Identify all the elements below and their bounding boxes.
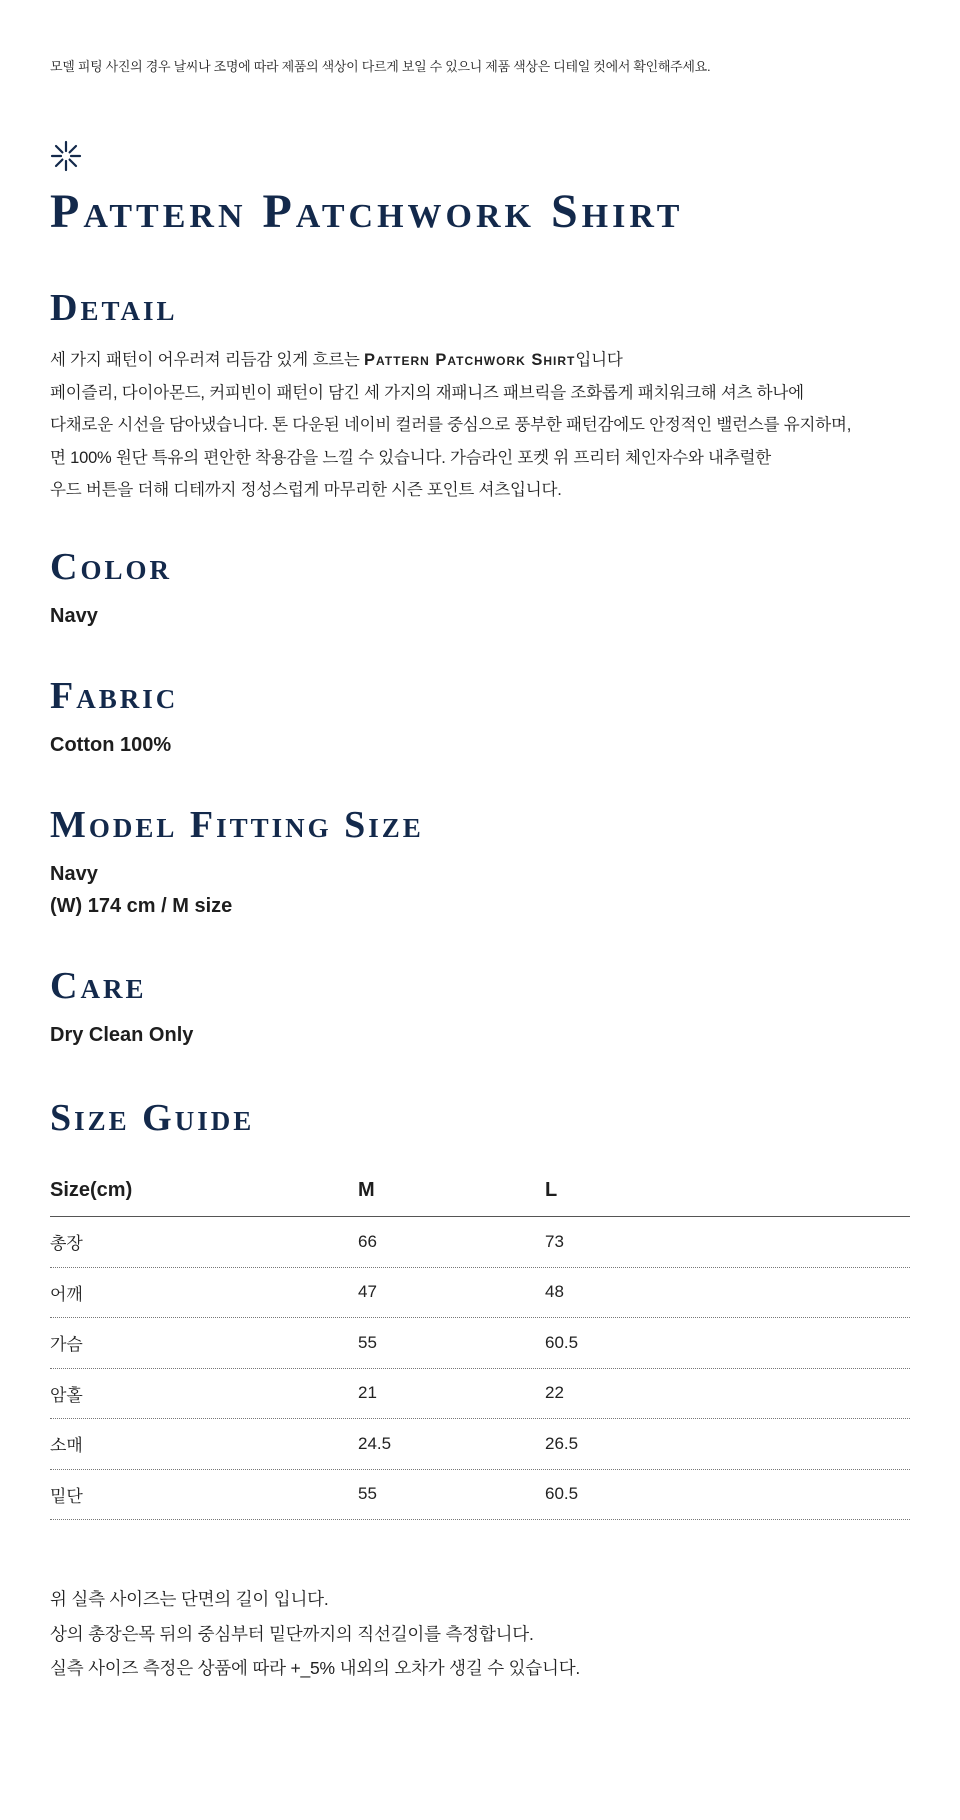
size-table (50, 1165, 910, 1520)
detail-line-4: 면 100% 원단 특유의 편안한 착용감을 느낄 수 있습니다. 가슴라인 포켓 위 프리터 체인자수와 내추럴한 (50, 448, 771, 467)
size-table-header (50, 1165, 910, 1217)
size-notes (50, 1582, 580, 1686)
measurement-label: 암홀 (50, 1385, 83, 1405)
detail-heading: Detail (50, 287, 178, 329)
table-row (50, 1470, 910, 1521)
detail-line-1-prefix: 세 가지 패턴이 어우러져 리듬감 있게 흐르는 (50, 351, 364, 369)
measurement-label: 밑단 (50, 1486, 83, 1506)
m-value: 47 (358, 1282, 377, 1302)
table-row (50, 1318, 910, 1369)
fabric-value: Cotton 100% (50, 734, 172, 756)
l-value: 26.5 (545, 1433, 579, 1453)
color-notice: 모델 피팅 사진의 경우 날씨나 조명에 따라 제품의 색상이 다르게 보일 수 있으니 제품 색상은 디테일 컷에서 확인해주세요. (50, 59, 711, 74)
size-column-header: Size(cm) (50, 1179, 133, 1201)
detail-line-1-suffix: 입니다 (575, 351, 623, 369)
fabric-heading: Fabric (50, 675, 179, 717)
measurement-label: 어깨 (50, 1284, 83, 1304)
l-value: 22 (545, 1383, 564, 1403)
detail-description (50, 344, 910, 507)
m-value: 55 (358, 1332, 377, 1352)
size-guide-heading: Size Guide (50, 1097, 255, 1139)
model-fitting-color: Navy (50, 863, 98, 885)
measurement-label: 소매 (50, 1436, 83, 1456)
l-value: 60.5 (545, 1332, 579, 1352)
detail-line-1 (50, 344, 910, 377)
model-fitting-heading: Model Fitting Size (50, 804, 424, 846)
asterisk-sparkle-icon (50, 140, 82, 172)
table-row (50, 1419, 910, 1470)
model-fitting-size: (W) 174 cm / M size (50, 895, 233, 917)
table-row (50, 1369, 910, 1420)
table-row (50, 1217, 910, 1268)
detail-line-2: 페이즐리, 다이아몬드, 커피빈이 패턴이 담긴 세 가지의 재패니즈 패브릭을 조화롭게 패치워크해 셔츠 하나에 (50, 383, 804, 402)
detail-product-name: Pattern Patchwork Shirt (364, 351, 576, 369)
detail-line-3: 다채로운 시선을 담아냈습니다. 톤 다운된 네이비 컬러를 중심으로 풍부한 패턴감에도 안정적인 밸런스를 유지하며, (50, 416, 852, 434)
m-column-header: M (358, 1179, 375, 1201)
l-value: 48 (545, 1282, 564, 1302)
product-title: Pattern Patchwork Shirt (50, 185, 684, 238)
size-note: 상의 총장은목 뒤의 중심부터 밑단까지의 직선길이를 측정합니다. (50, 1623, 534, 1644)
size-note: 위 실측 사이즈는 단면의 길이 입니다. (50, 1589, 329, 1609)
l-value: 73 (545, 1231, 564, 1251)
detail-line-5: 우드 버튼을 더해 디테까지 정성스럽게 마무리한 시즌 포인트 셔츠입니다. (50, 481, 562, 499)
size-note: 실측 사이즈 측정은 상품에 따라 +_5% 내외의 오차가 생길 수 있습니다. (50, 1658, 581, 1678)
table-row (50, 1268, 910, 1319)
measurement-label: 총장 (50, 1234, 83, 1254)
m-value: 21 (358, 1383, 377, 1403)
measurement-label: 가슴 (50, 1335, 83, 1355)
l-column-header: L (545, 1179, 558, 1201)
care-value: Dry Clean Only (50, 1024, 194, 1046)
care-heading: Care (50, 965, 147, 1007)
color-value: Navy (50, 605, 98, 627)
l-value: 60.5 (545, 1484, 579, 1504)
m-value: 24.5 (358, 1433, 392, 1453)
color-heading: Color (50, 546, 172, 588)
m-value: 55 (358, 1484, 377, 1504)
m-value: 66 (358, 1231, 377, 1251)
